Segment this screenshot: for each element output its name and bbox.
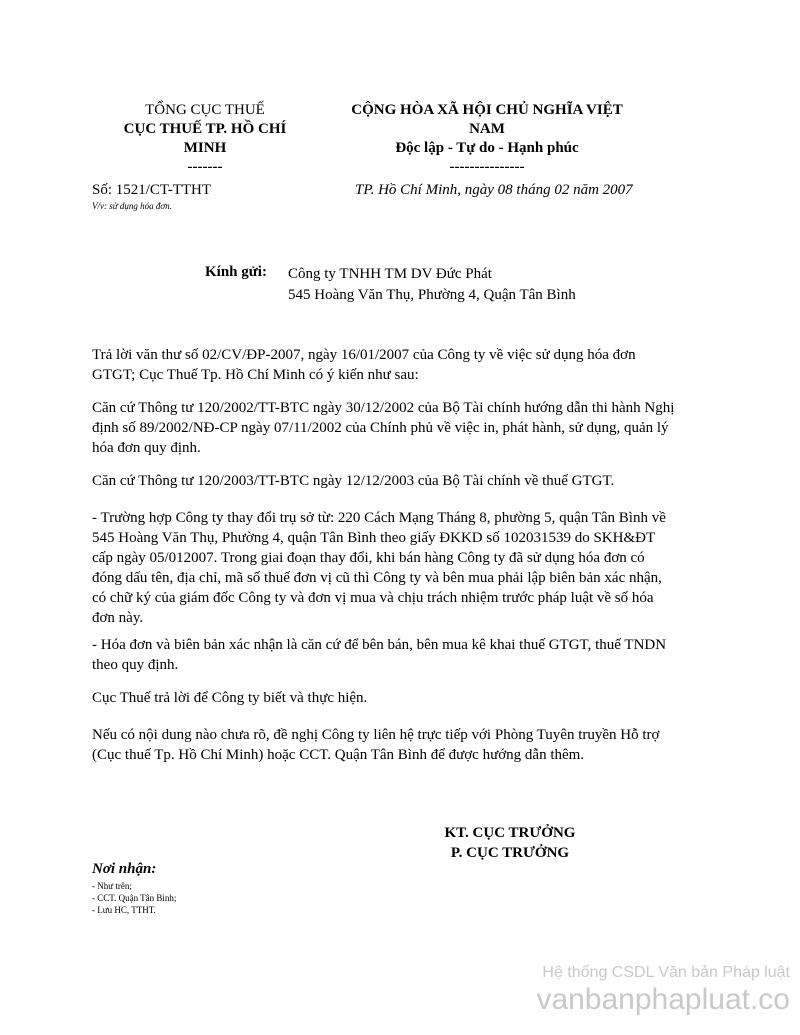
agency-name-cont: MINH [183, 140, 227, 156]
paragraph-reply [92, 345, 722, 385]
receivers-title: Nơi nhận: [92, 861, 157, 877]
paragraph-line: Căn cứ Thông tư 120/2003/TT-BTC ngày 12/12/2003 của Bộ Tài chính về thuế GTGT. [92, 473, 615, 489]
paragraph-line: GTGT; Cục Thuế Tp. Hồ Chí Minh có ý kiến như sau: [92, 367, 419, 383]
receiver-item: - Như trên; [92, 881, 132, 891]
paragraph-line: đóng dấu tên, địa chỉ, mã số thuế đơn vị cũ thì Công ty và bên mua phải lập biên bản xác nhận, [92, 570, 662, 586]
agency-divider: ------- [187, 159, 223, 175]
paragraph-line: - Hóa đơn và biên bản xác nhận là căn cứ để bên bán, bên mua kê khai thuế GTGT, thuế TNDN [92, 637, 667, 653]
signer-subtitle: P. CỤC TRƯỞNG [450, 845, 570, 861]
document-subject: V/v: sử dụng hóa đơn. [92, 201, 172, 211]
paragraph-line: hóa đơn quy định. [92, 440, 201, 456]
receivers-list [92, 880, 176, 916]
watermark-caption: Hệ thống CSDL Văn bản Pháp luật [542, 964, 790, 981]
recipient-name: Công ty TNHH TM DV Đức Phát [288, 266, 492, 282]
date-place-line: TP. Hồ Chí Minh, ngày 08 tháng 02 năm 2007 [355, 182, 633, 198]
paragraph-conclusion [92, 688, 722, 708]
paragraph-line: có chữ ký của giám đốc Công ty và đơn vị mua và chịu trách nhiệm trước pháp luật về số hóa [92, 590, 654, 606]
country-name-cont: NAM [469, 121, 505, 137]
country-name: CỘNG HÒA XÃ HỘI CHỦ NGHĨA VIỆT [351, 102, 623, 118]
paragraph-line: theo quy định. [92, 657, 179, 673]
paragraph-line: cấp ngày 05/012007. Trong giai đoạn thay đổi, khi bán hàng Công ty đã sử dụng hóa đơn có [92, 550, 645, 566]
recipient-block [288, 264, 576, 306]
motto: Độc lập - Tự do - Hạnh phúc [395, 140, 579, 156]
agency-name: CỤC THUẾ TP. HỒ CHÍ [123, 121, 287, 137]
paragraph-line: - Trường hợp Công ty thay đổi trụ sở từ: 220 Cách Mạng Tháng 8, phường 5, quận Tân Bình về [92, 510, 666, 526]
paragraph-line: 545 Hoàng Văn Thụ, Phường 4, quận Tân Bình theo giấy ĐKKD số 102031539 do SKH&ĐT [92, 530, 656, 546]
motto-divider: --------------- [449, 159, 525, 175]
national-motto-block [322, 101, 652, 177]
signer-block [400, 823, 620, 863]
paragraph-line: Trả lời văn thư số 02/CV/ĐP-2007, ngày 16/01/2007 của Công ty về việc sử dụng hóa đơn [92, 347, 636, 363]
paragraph-line: định số 89/2002/NĐ-CP ngày 07/11/2002 của Chính phủ về việc in, phát hành, sử dụng, quản lý [92, 420, 669, 436]
receiver-item: - Lưu HC, TTHT. [92, 905, 156, 915]
recipient-label: Kính gửi: [205, 264, 267, 280]
agency-parent: TỔNG CỤC THUẾ [145, 102, 265, 118]
paragraph-line: (Cục thuế Tp. Hồ Chí Minh) hoặc CCT. Quận Tân Bình để được hướng dẫn thêm. [92, 747, 585, 763]
issuing-agency-block [100, 101, 310, 177]
paragraph-case [92, 508, 722, 628]
paragraph-line: đơn này. [92, 610, 144, 626]
watermark-site: vanbanphapluat.co [536, 983, 790, 1016]
receiver-item: - CCT. Quận Tân Bình; [92, 893, 177, 903]
watermark [536, 963, 790, 1017]
document-number: Số: 1521/CT-TTHT [92, 182, 212, 198]
paragraph-contact [92, 725, 722, 765]
recipient-address: 545 Hoàng Văn Thụ, Phường 4, Quận Tân Bình [288, 287, 576, 303]
paragraph-line: Cục Thuế trả lời để Công ty biết và thực hiện. [92, 690, 368, 706]
paragraph-legal-basis-2 [92, 471, 722, 491]
paragraph-invoice-basis [92, 635, 722, 675]
paragraph-line: Căn cứ Thông tư 120/2002/TT-BTC ngày 30/12/2002 của Bộ Tài chính hướng dẫn thi hành Nghị [92, 400, 675, 416]
paragraph-legal-basis-1 [92, 398, 722, 458]
signer-title: KT. CỤC TRƯỞNG [444, 825, 576, 841]
paragraph-line: Nếu có nội dung nào chưa rõ, đề nghị Công ty liên hệ trực tiếp với Phòng Tuyên truyền Hỗ trợ [92, 727, 660, 743]
